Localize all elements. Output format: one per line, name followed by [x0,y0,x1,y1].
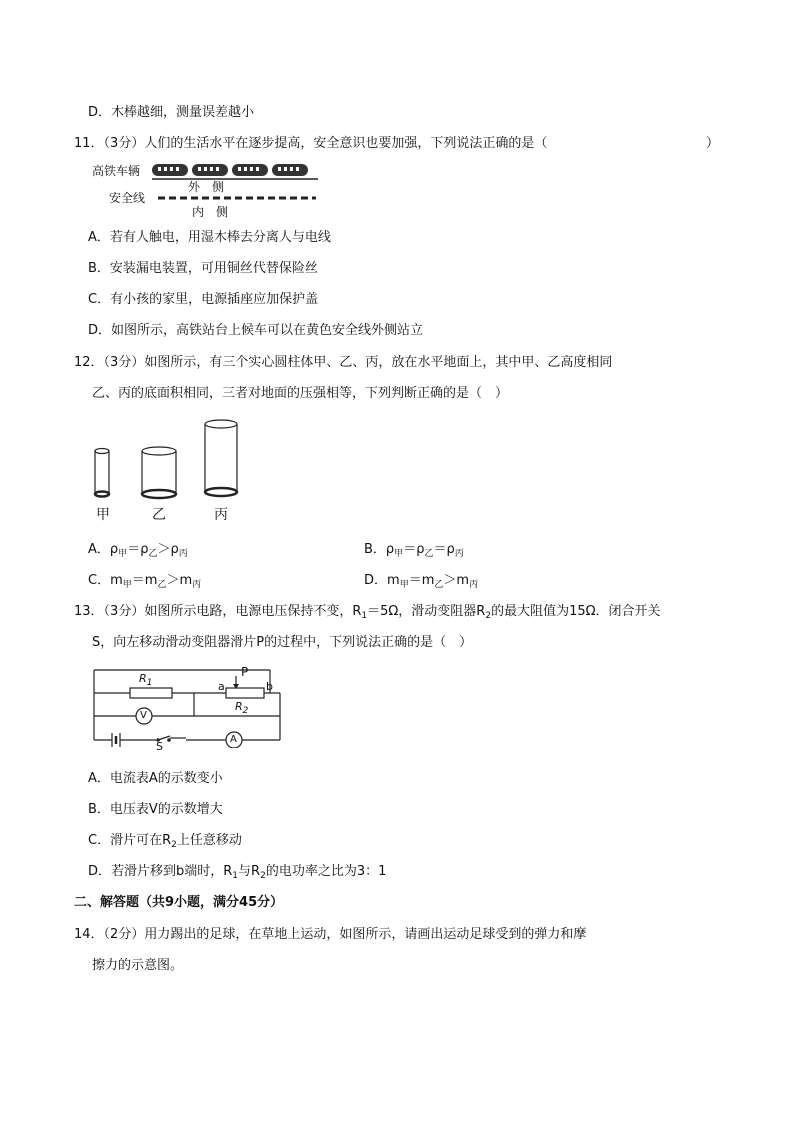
train-icon [152,164,308,176]
cylinder-label-yi: 乙 [152,507,166,523]
safety-line-label: 安全线 [109,191,146,205]
q12-option-b: B．$\rho_甲=\rho_乙=\rho_丙$ [364,542,464,559]
cylinder-label-bing: 丙 [214,507,228,523]
q11-option-d: D．如图所示，高铁站台上候车可以在黄色安全线外侧站立 [88,323,424,338]
r1-label: $R_1$ [139,672,153,688]
switch-label: S [156,740,163,753]
q12-option-c: C．$m_甲=m_乙>m_丙$ [88,573,202,590]
q11-close-paren: ） [706,136,720,151]
q12-stem-line2: 乙、丙的底面积相同，三者对地面的压强相等，下列判断正确的是（ ） [92,386,509,401]
cylinders-figure [88,414,248,506]
slider-p-label: P [241,665,249,679]
ammeter-label: A [230,734,237,745]
q12-stem-line1: 12．（3分）如图所示，有三个实心圆柱体甲、乙、丙，放在水平地面上，其中甲、乙高度相同 [74,355,613,370]
q11-option-a: A．若有人触电，用湿木棒去分离人与电线 [88,230,331,245]
q11-option-c: C．有小孩的家里，电源插座应加保护盖 [88,292,319,307]
q12-option-d: D．$m_甲=m_乙>m_丙$ [364,573,479,590]
section-title: 二、解答题（共9小题，满分45分） [74,895,284,910]
q13-option-b: B．电压表V的示数增大 [88,802,223,817]
r2-label: $R_2$ [235,700,249,716]
voltmeter-label: V [140,710,147,721]
train-label: 高铁车辆 [92,164,141,178]
terminal-b-label: b [266,680,273,693]
q11-option-b: B．安装漏电装置，可用铜丝代替保险丝 [88,261,318,276]
q13-option-c: C．滑片可在$R_2$上任意移动 [88,833,242,850]
outside-label: 外 侧 [188,180,225,194]
q10-option-d: D．木棒越细，测量误差越小 [88,105,255,120]
q14-stem-line2: 擦力的示意图。 [92,958,184,973]
q14-stem-line1: 14．（2分）用力踢出的足球，在草地上运动，如图所示，请画出运动足球受到的弹力和摩 [74,927,587,942]
inside-label: 内 侧 [192,205,229,219]
q13-option-a: A．电流表A的示数变小 [88,771,223,786]
q13-option-d: D．若滑片移到b端时，$R_1$与$R_2$的电功率之比为3：1 [88,864,387,881]
q13-stem-line1: 13．（3分）如图所示电路，电源电压保持不变，$R_1=5\Omega$，滑动变阻器$R_2$的最大阻值为15Ω．闭合开关 [74,604,661,621]
q13-stem-line2: S，向左移动滑动变阻器滑片P的过程中，下列说法正确的是（ ） [92,635,473,650]
circuit-diagram [90,664,290,748]
cylinder-label-jia: 甲 [96,507,110,523]
q11-stem: 11．（3分）人们的生活水平在逐步提高，安全意识也要加强，下列说法正确的是（ [74,136,548,151]
terminal-a-label: a [218,680,225,693]
q12-option-a: A．$\rho_甲=\rho_乙>\rho_丙$ [88,542,188,559]
